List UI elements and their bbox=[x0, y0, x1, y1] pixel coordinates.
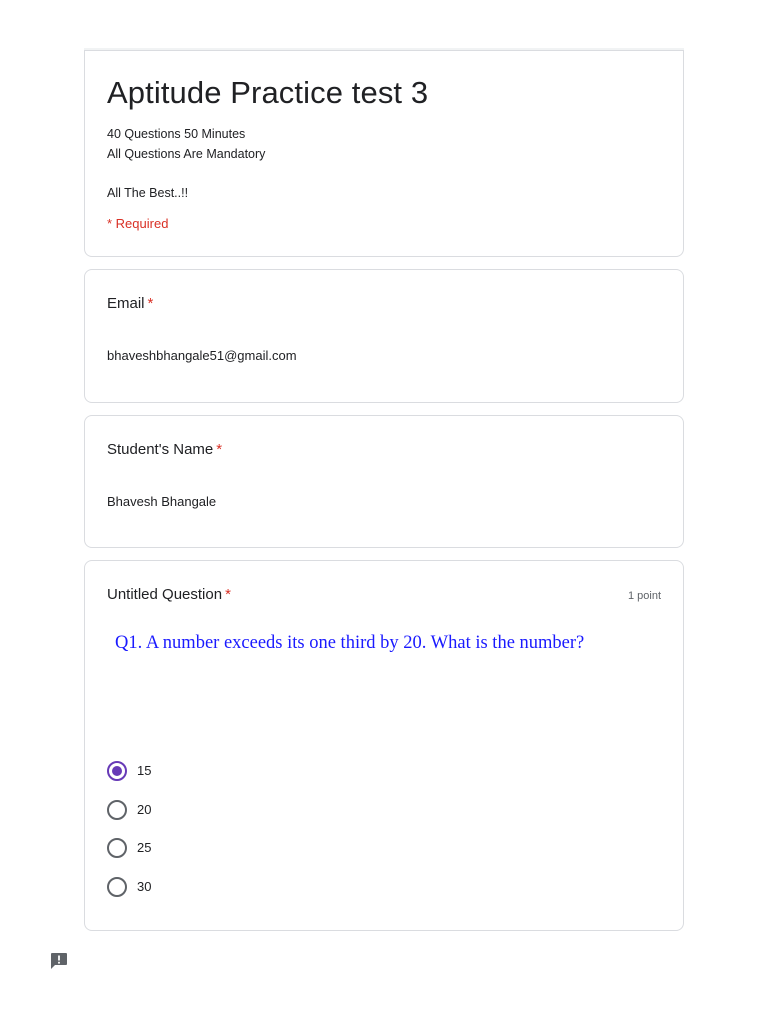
question-1-title bbox=[107, 585, 231, 605]
name-question-label: Student's Name bbox=[107, 441, 214, 458]
option-30[interactable] bbox=[107, 877, 151, 897]
form-header-card bbox=[84, 50, 684, 257]
option-label: 30 bbox=[137, 879, 152, 894]
question-1-points: 1 point bbox=[627, 590, 661, 602]
radio-unselected-icon[interactable] bbox=[107, 838, 127, 858]
email-question-card bbox=[84, 269, 684, 403]
question-1-card bbox=[84, 560, 684, 931]
option-20[interactable] bbox=[107, 800, 151, 820]
question-1-label: Untitled Question bbox=[107, 586, 223, 603]
name-answer[interactable]: Bhavesh Bhangale bbox=[107, 494, 217, 509]
radio-unselected-icon[interactable] bbox=[107, 877, 127, 897]
form-title: Aptitude Practice test 3 bbox=[107, 75, 429, 110]
option-25[interactable] bbox=[107, 838, 151, 858]
option-label: 25 bbox=[137, 840, 152, 855]
email-question-title bbox=[107, 294, 153, 314]
required-asterisk: * bbox=[216, 441, 223, 458]
radio-unselected-icon[interactable] bbox=[107, 800, 127, 820]
question-1-body: Q1. A number exceeds its one third by 20. What is the number? bbox=[115, 633, 585, 653]
option-15[interactable] bbox=[107, 761, 151, 781]
required-asterisk: * bbox=[147, 295, 154, 312]
radio-selected-icon[interactable] bbox=[107, 761, 127, 781]
report-feedback-icon[interactable] bbox=[49, 951, 69, 971]
email-answer[interactable]: bhaveshbhangale51@gmail.com bbox=[107, 348, 297, 363]
email-question-label: Email bbox=[107, 295, 145, 312]
required-asterisk: * bbox=[225, 586, 231, 603]
form-description-line-1: 40 Questions 50 Minutes bbox=[107, 127, 246, 141]
name-question-card bbox=[84, 415, 684, 548]
option-label: 20 bbox=[137, 802, 152, 817]
required-note: * Required bbox=[107, 216, 169, 231]
form-description-line-2: All Questions Are Mandatory bbox=[107, 147, 266, 161]
form-description-line-3: All The Best..!! bbox=[107, 186, 189, 200]
name-question-title bbox=[107, 440, 222, 460]
option-label: 15 bbox=[137, 763, 152, 778]
